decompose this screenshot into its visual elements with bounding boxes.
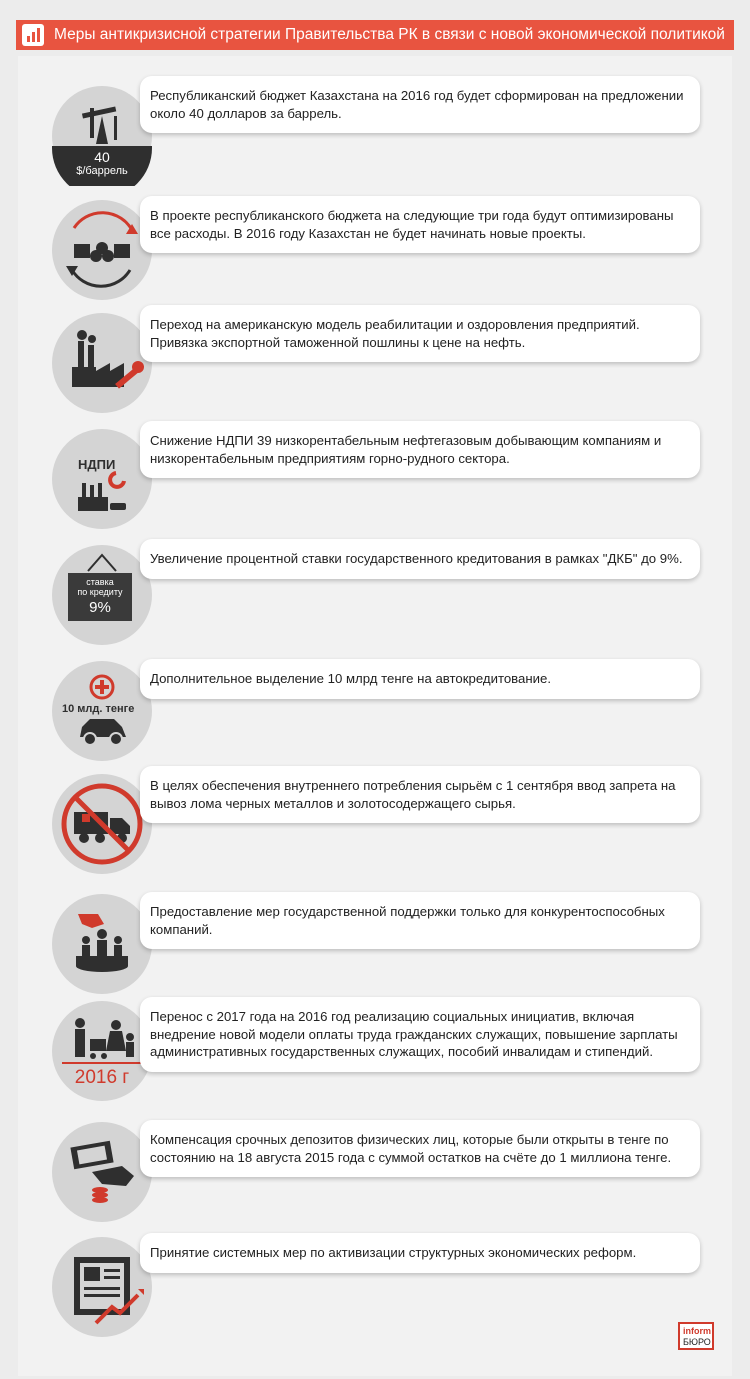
measure-card: [140, 76, 700, 133]
measure-text: Снижение НДПИ 39 низкорентабельным нефтегазовым добывающим компаниям и низкорентабельным предприятиям горно-рудного сектора.: [150, 433, 662, 466]
list-item: [0, 421, 750, 541]
measure-card: [140, 766, 700, 823]
list-item: [0, 886, 750, 1006]
budget-cycle-icon: [52, 200, 152, 300]
factory-wrench-icon: [52, 313, 152, 413]
measure-text: В проекте республиканского бюджета на следующие три года будут оптимизированы все расходы. В 2016 году Казахстан не будет начинать новые проекты.: [150, 208, 674, 241]
family-icon: 2016 г: [52, 1001, 152, 1101]
tax-factory-icon: НДПИ: [52, 429, 152, 529]
no-truck-icon: [52, 774, 152, 874]
list-item: [0, 76, 750, 196]
car-loan-icon: 10 млд. тенге: [52, 661, 152, 761]
list-item: [0, 1233, 750, 1353]
list-item: [0, 657, 750, 777]
measure-card: [140, 892, 700, 949]
page-title: Меры антикризисной стратегии Правительства РК в связи с новой экономической политикой: [54, 26, 725, 43]
measure-card: [140, 1233, 700, 1273]
deposit-compensation-icon: [52, 1122, 152, 1222]
chart-icon: [22, 24, 44, 46]
measure-text: Предоставление мер государственной поддержки только для конкурентоспособных компаний.: [150, 904, 665, 937]
measure-card: [140, 997, 700, 1072]
credit-rate-sign-icon: ставка по кредиту 9%: [52, 545, 152, 645]
reform-document-icon: [52, 1237, 152, 1337]
list-item: [0, 196, 750, 316]
support-podium-icon: [52, 894, 152, 994]
measure-card: [140, 421, 700, 478]
measure-text: Принятие системных мер по активизации структурных экономических реформ.: [150, 1245, 637, 1260]
measure-text: Переход на американскую модель реабилитации и оздоровления предприятий. Привязка экспортной таможенной пошлины к цене на нефть.: [150, 317, 640, 350]
measure-card: [140, 196, 700, 253]
list-item: [0, 305, 750, 425]
measure-card: [140, 659, 700, 699]
oil-pump-icon: 40 $/баррель: [52, 86, 152, 186]
measure-card: [140, 539, 700, 579]
list-item: [0, 1120, 750, 1240]
measure-text: Перенос с 2017 года на 2016 год реализацию социальных инициатив, включая внедрение новой модели оплаты труда гражданских служащих, повышение зарплаты административных государственных служащих, пособий инвалидам и стипендий.: [150, 1009, 678, 1059]
measure-text: В целях обеспечения внутреннего потребления сырьём с 1 сентября ввод запрета на вывоз лома черных металлов и золотосодержащего сырья.: [150, 778, 676, 811]
measure-text: Компенсация срочных депозитов физических лиц, которые были открыты в тенге по состоянию на 18 августа 2015 года с суммой остатков на счёте до 1 миллиона тенге.: [150, 1132, 672, 1165]
inform-buro-logo: inform БЮРО: [678, 1322, 714, 1350]
title-banner: [16, 20, 734, 50]
measure-text: Дополнительное выделение 10 млрд тенге на автокредитование.: [150, 671, 552, 686]
measure-text: Республиканский бюджет Казахстана на 2016 год будет сформирован на предложении около 40 долларов за баррель.: [150, 88, 684, 121]
measure-card: [140, 1120, 700, 1177]
measure-card: [140, 305, 700, 362]
list-item: [0, 537, 750, 657]
measure-text: Увеличение процентной ставки государственного кредитования в рамках "ДКБ" до 9%.: [150, 551, 683, 566]
list-item: [0, 997, 750, 1117]
list-item: [0, 766, 750, 886]
